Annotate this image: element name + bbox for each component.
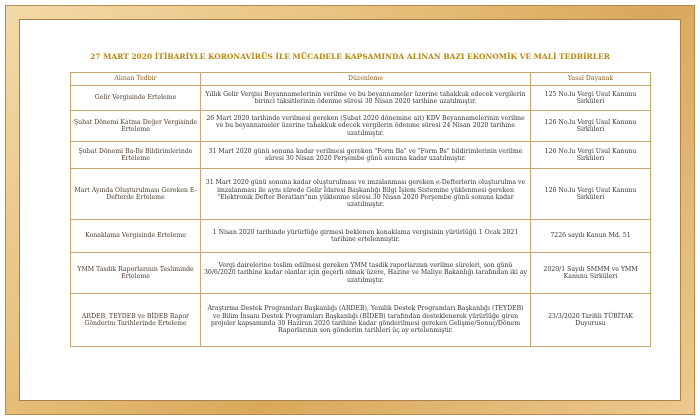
- document-title: 27 MART 2020 İTİBARİYLE KORONAVİRÜS İLE MÜCADELE KAPSAMINDA ALINAN BAZI EKONOMİK VE MALİ TEDBİRLER: [90, 52, 610, 61]
- table-row: [71, 220, 651, 253]
- regulation-cell: Yıllık Gelir Vergisi Beyannamelerinin verilme ve bu beyannameler üzerine tahakkuk edecek vergilerin birinci taksitlerinin ödenme süresi 30 Nisan 2020 tarihine uzatılmıştır.: [201, 86, 531, 111]
- header-measure: Alınan Tedbir: [71, 73, 201, 86]
- measure-cell: Konaklama Vergisinde Erteleme: [71, 220, 201, 253]
- table-header-row: [71, 73, 651, 86]
- table-row: [71, 111, 651, 142]
- legal-basis-cell: 126 No.lu Vergi Usul Kanunu Sirküleri: [531, 142, 651, 169]
- table-row: [71, 294, 651, 347]
- table-row: [71, 142, 651, 169]
- header-regulation: Düzenleme: [201, 73, 531, 86]
- picture-frame: [5, 5, 695, 415]
- legal-basis-cell: 125 No.lu Vergi Usul Kanunu Sirküleri: [531, 86, 651, 111]
- measures-table: [70, 72, 651, 347]
- table-row: [71, 86, 651, 111]
- measure-cell: YMM Tasdik Raporlarının Tesliminde Erteleme: [71, 253, 201, 294]
- legal-basis-cell: 7226 sayılı Kanun Md. 51: [531, 220, 651, 253]
- measure-cell: ARDEB, TEYDEB ve BİDEB Rapor Gönderim Tarihlerinde Erteleme: [71, 294, 201, 347]
- header-legal-basis: Yasal Dayanak: [531, 73, 651, 86]
- regulation-cell: Araştırma Destek Programları Başkanlığı (ARDEB), Yenilik Destek Programları Başkanlığı (TEYDEB) ve Bilim İnsanı Destek Programları Başkanlığı (BİDEB) tarafından desteklenerek yürürlüğe giren projeler kapsamında 30 Haziran 2020 tarihine kadar gönderilmesi gereken Gelişme/Sonuç/Dönem Raporlarının son gönderim tarihleri üç ay ertelenmiştir.: [201, 294, 531, 347]
- regulation-cell: Vergi dairelerine teslim edilmesi gereken YMM tasdik raporlarının verilme süreleri, son günü 30/6/2020 tarihine kadar olanlar için geçerli olmak üzere, Hazine ve Maliye Bakanlığı tarafından iki ay uzatılmıştır.: [201, 253, 531, 294]
- document-sheet: [19, 19, 681, 401]
- measure-cell: Gelir Vergisinde Erteleme: [71, 86, 201, 111]
- regulation-cell: 31 Mart 2020 günü sonuna kadar oluşturulması ve imzalanması gereken e-Defterlerin oluşturulma ve imzalanması ile aynı sürede Gelir İdaresi Başkanlığı Bilgi İşlem Sistemine yüklenmesi gereken "Elektronik Defter Beratları"nın yüklenme süresi 30 Nisan 2020 Perşembe günü sonuna kadar uzatılmıştır.: [201, 169, 531, 220]
- measure-cell: Şubat Dönemi Ba-Bs Bildirimlerinde Erteleme: [71, 142, 201, 169]
- legal-basis-cell: 23/3/2020 Tarihli TÜBİTAK Duyurusu: [531, 294, 651, 347]
- measure-cell: Şubat Dönemi Katma Değer Vergisinde Erteleme: [71, 111, 201, 142]
- regulation-cell: 31 Mart 2020 günü sonuna kadar verilmesi gereken "Form Ba" ve "Form Bs" bildirimlerinin verilme süresi 30 Nisan 2020 Perşembe günü sonuna kadar uzatılmıştır.: [201, 142, 531, 169]
- regulation-cell: 1 Nisan 2020 tarihinde yürürlüğe girmesi beklenen konaklama vergisinin yürürlüğü 1 Ocak 2021 tarihine ertelenmiştir.: [201, 220, 531, 253]
- legal-basis-cell: 126 No.lu Vergi Usul Kanunu Sirküleri: [531, 111, 651, 142]
- table-row: [71, 253, 651, 294]
- legal-basis-cell: 2020/1 Sayılı SMMM ve YMM Kanunu Sirküleri: [531, 253, 651, 294]
- legal-basis-cell: 126 No.lu Vergi Usul Kanunu Sirküleri: [531, 169, 651, 220]
- measure-cell: Mart Ayında Oluşturulması Gereken E-Defterde Erteleme: [71, 169, 201, 220]
- table-row: [71, 169, 651, 220]
- regulation-cell: 26 Mart 2020 tarihinde verilmesi gereken (Şubat 2020 dönemine ait) KDV Beyannamelerinin verilme ve bu beyannameler üzerine tahakkuk edecek vergilerin ödenme süresi 24 Nisan 2020 tarihine uzatılmıştır.: [201, 111, 531, 142]
